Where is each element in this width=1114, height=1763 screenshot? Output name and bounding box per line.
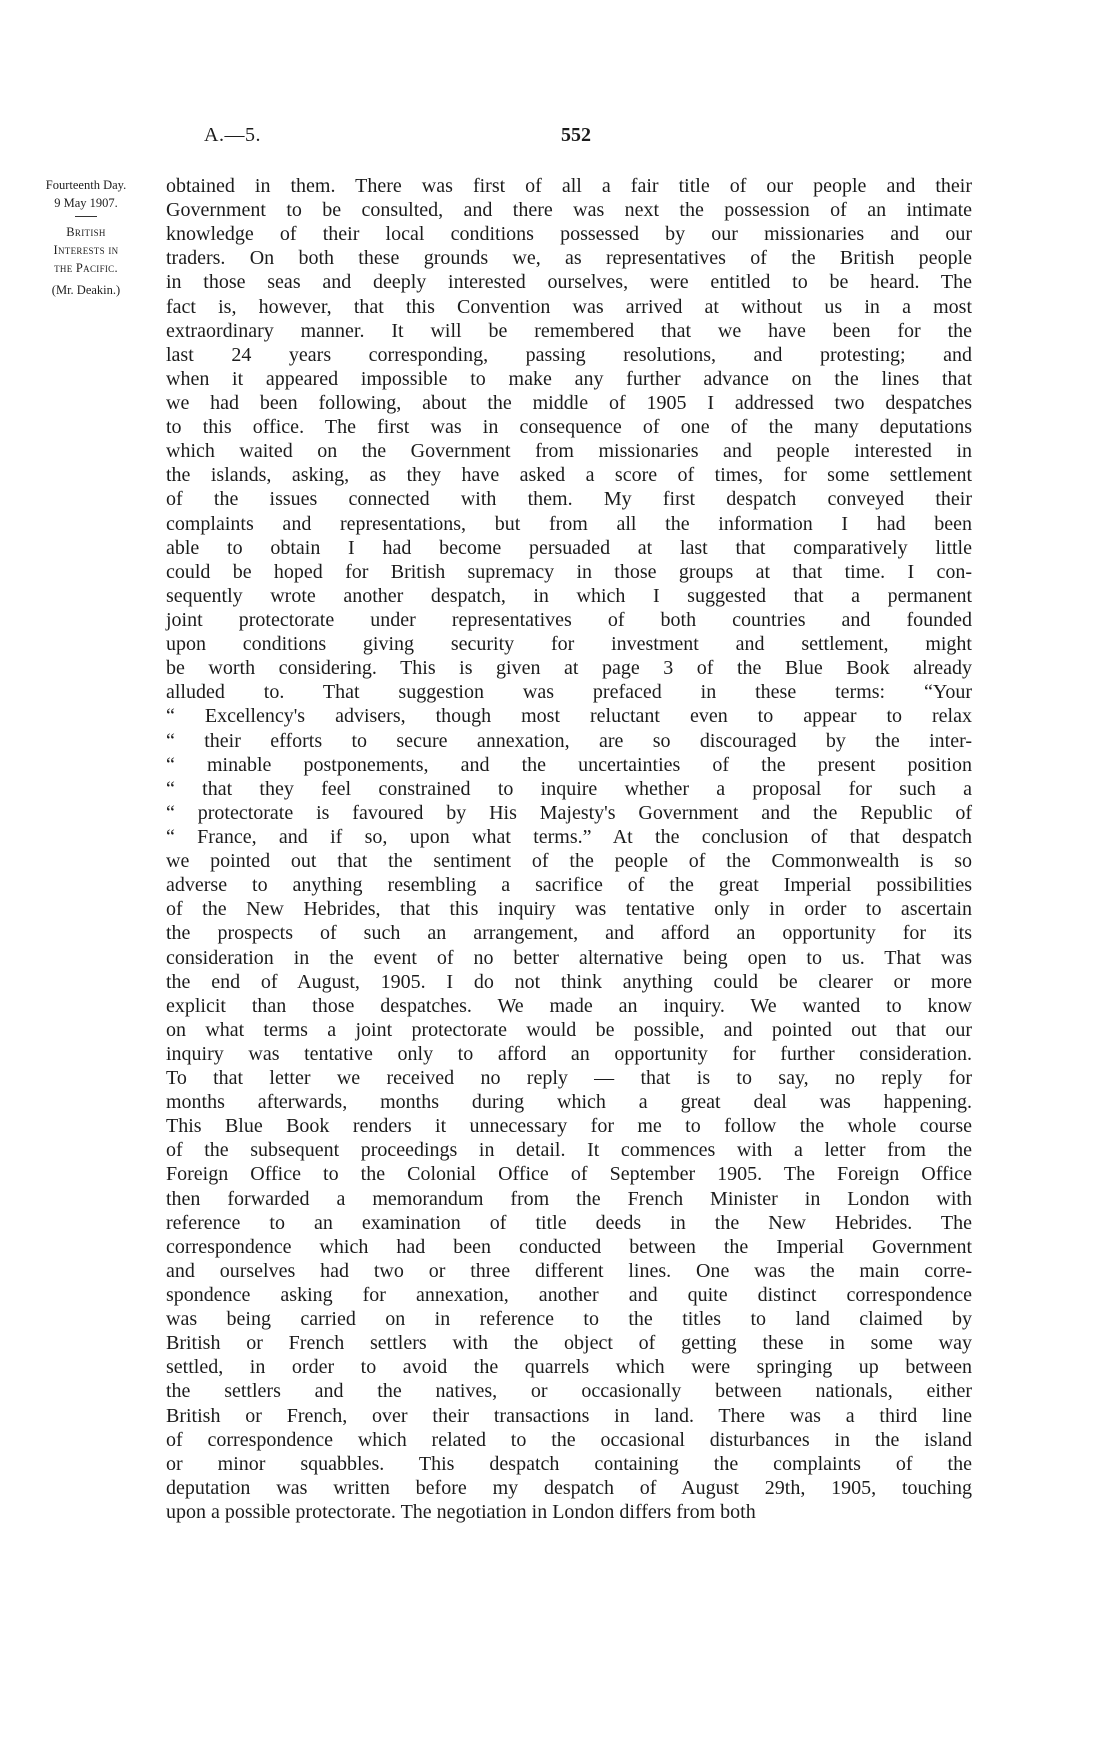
body-line: of the New Hebrides, that this inquiry was tentative only in order to ascertain (166, 898, 972, 921)
body-line: or minor squabbles. This despatch containing the complaints of the (166, 1452, 972, 1475)
body-line: could be hoped for British supremacy in those groups at that time. I con- (166, 560, 972, 583)
body-line: was being carried on in reference to the titles to land claimed by (166, 1308, 972, 1331)
body-line: consideration in the event of no better alternative being open to us. That was (166, 946, 972, 969)
body-line: the settlers and the natives, or occasionally between nationals, either (166, 1380, 972, 1403)
body-line: This Blue Book renders it unnecessary for me to follow the whole course (166, 1115, 972, 1138)
body-line: complaints and representations, but from all the information I had been (166, 512, 972, 535)
body-line: the end of August, 1905. I do not think anything could be clearer or more (166, 970, 972, 993)
body-line: settled, in order to avoid the quarrels which were springing up between (166, 1356, 972, 1379)
body-line: sequently wrote another despatch, in which I suggested that a permanent (166, 584, 972, 607)
body-line: then forwarded a memorandum from the French Minister in London with (166, 1187, 972, 1210)
body-line: “ their efforts to secure annexation, are so discouraged by the inter- (166, 729, 972, 752)
body-line: “ Excellency's advisers, though most reluctant even to appear to relax (166, 705, 972, 728)
body-line: British or French, over their transactions in land. There was a third line (166, 1404, 972, 1427)
body-line: “ minable postponements, and the uncertainties of the present position (166, 753, 972, 776)
body-line: of the issues connected with them. My first despatch conveyed their (166, 488, 972, 511)
body-line: we had been following, about the middle of 1905 I addressed two despatches (166, 391, 972, 414)
body-line: spondence asking for annexation, another and quite distinct correspondence (166, 1284, 972, 1307)
body-line: alluded to. That suggestion was prefaced in these terms: “Your (166, 681, 972, 704)
sidenote-day: Fourteenth Day. (45, 178, 127, 192)
sidenote-subject-line-1: British (66, 225, 106, 239)
body-line: which waited on the Government from missionaries and people interested in (166, 440, 972, 463)
body-line: “ that they feel constrained to inquire whether a proposal for such a (166, 777, 972, 800)
body-line: Foreign Office to the Colonial Office of September 1905. The Foreign Office (166, 1163, 972, 1186)
sidenote-divider (75, 216, 97, 217)
body-line: correspondence which had been conducted between the Imperial Government (166, 1235, 972, 1258)
body-line: in those seas and deeply interested ourselves, were entitled to be heard. The (166, 271, 972, 294)
body-line: “ protectorate is favoured by His Majesty's Government and the Republic of (166, 801, 972, 824)
sidenote-speaker: (Mr. Deakin.) (51, 283, 121, 297)
page-number: 552 (561, 124, 591, 146)
body-line: “ France, and if so, upon what terms.” At the conclusion of that despatch (166, 825, 972, 848)
body-line: knowledge of their local conditions possessed by our missionaries and our (166, 223, 972, 246)
body-line: Government to be consulted, and there was next the possession of an intimate (166, 199, 972, 222)
body-line: of correspondence which related to the occasional disturbances in the island (166, 1428, 972, 1451)
body-line: adverse to anything resembling a sacrifice of the great Imperial possibilities (166, 874, 972, 897)
body-line: traders. On both these grounds we, as representatives of the British people (166, 247, 972, 270)
body-line: we pointed out that the sentiment of the people of the Commonwealth is so (166, 850, 972, 873)
body-line: upon conditions giving security for investment and settlement, might (166, 633, 972, 656)
body-line: explicit than those despatches. We made an inquiry. We wanted to know (166, 994, 972, 1017)
body-line: last 24 years corresponding, passing resolutions, and protesting; and (166, 343, 972, 366)
body-line: of the subsequent proceedings in detail. It commences with a letter from the (166, 1139, 972, 1162)
body-line: obtained in them. There was first of all a fair title of our people and their (166, 175, 972, 197)
body-line: inquiry was tentative only to afford an opportunity for further consideration. (166, 1042, 972, 1065)
body-line: joint protectorate under representatives of both countries and founded (166, 608, 972, 631)
speech-body (166, 174, 972, 1524)
document-reference: A.—5. (204, 124, 261, 146)
body-line: to this office. The first was in consequence of one of the many deputations (166, 416, 972, 439)
body-line: when it appeared impossible to make any further advance on the lines that (166, 367, 972, 390)
body-line: reference to an examination of title deeds in the New Hebrides. The (166, 1211, 972, 1234)
margin-note (6, 176, 166, 299)
body-line: extraordinary manner. It will be remembered that we have been for the (166, 319, 972, 342)
body-line: British or French settlers with the object of getting these in some way (166, 1332, 972, 1355)
sidenote-subject-line-3: the Pacific. (54, 261, 118, 275)
body-line: upon a possible protectorate. The negotiation in London differs from both (166, 1501, 756, 1524)
body-line: To that letter we received no reply — that is to say, no reply for (166, 1067, 972, 1090)
body-line: the prospects of such an arrangement, and afford an opportunity for its (166, 922, 972, 945)
body-line: fact is, however, that this Convention was arrived at without us in a most (166, 295, 972, 318)
body-line: able to obtain I had become persuaded at last that comparatively little (166, 536, 972, 559)
body-line: deputation was written before my despatch of August 29th, 1905, touching (166, 1476, 972, 1499)
body-line: and ourselves had two or three different lines. One was the main corre- (166, 1259, 972, 1282)
body-line: months afterwards, months during which a great deal was happening. (166, 1091, 972, 1114)
body-line: be worth considering. This is given at page 3 of the Blue Book already (166, 657, 972, 680)
body-line: on what terms a joint protectorate would be possible, and pointed out that our (166, 1018, 972, 1041)
sidenote-subject-line-2: Interests in (53, 243, 119, 257)
body-line: the islands, asking, as they have asked a score of times, for some settlement (166, 464, 972, 487)
sidenote-date: 9 May 1907. (54, 196, 118, 210)
